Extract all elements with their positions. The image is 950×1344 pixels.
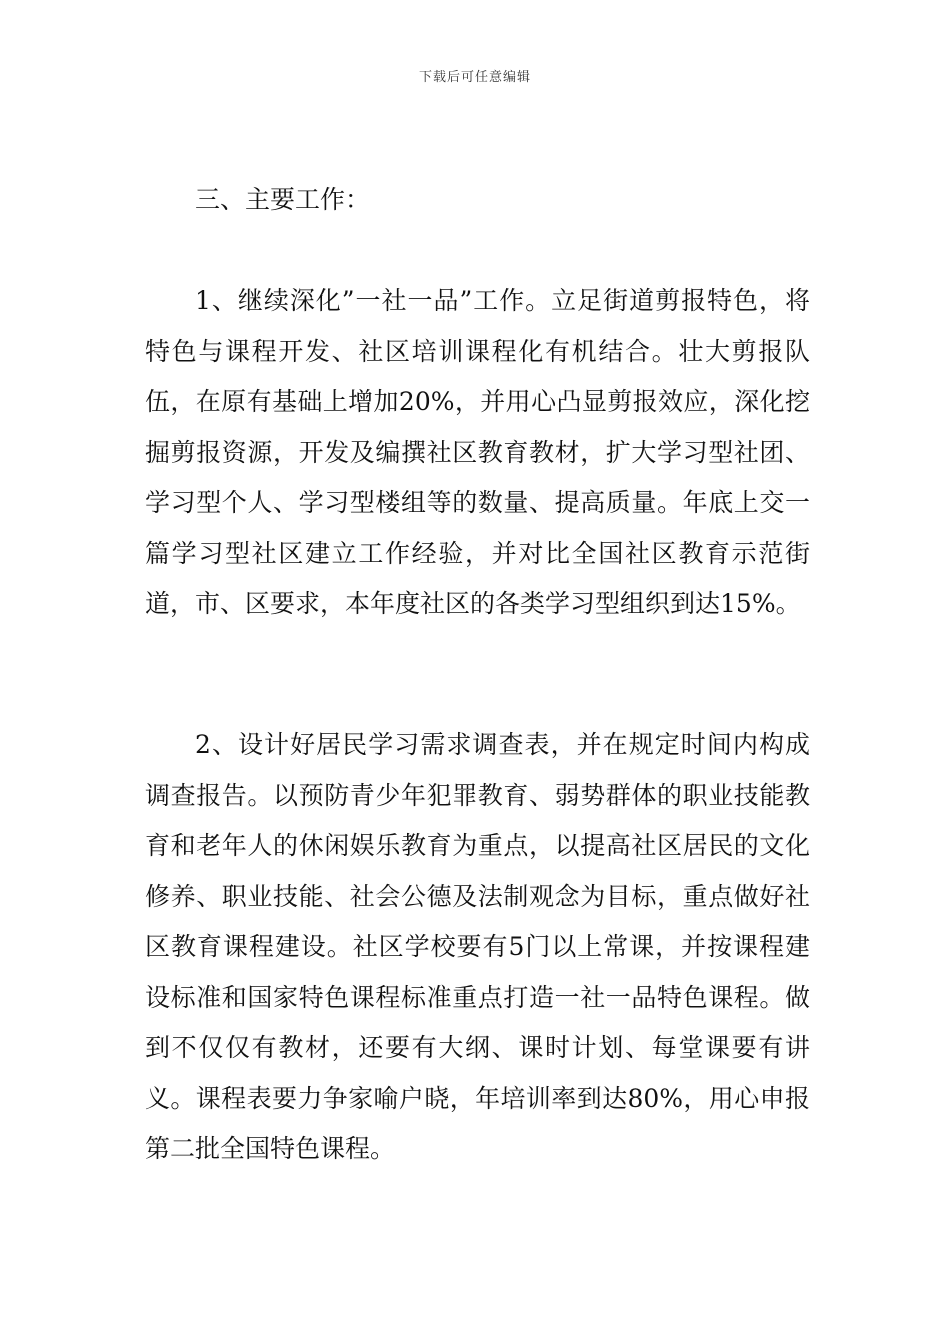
section-heading: 三、主要工作： [195, 185, 371, 214]
page-header-note: 下载后可任意编辑 [418, 70, 531, 85]
paragraph-2: 2、设计好居民学习需求调查表，并在规定时间内构成调查报告。以预防青少年犯罪教育、弱势群体的职业技能教育和老年人的休闲娱乐教育为重点，以提高社区居民的文化修养、职业技能、社会公德及法制观念为目标，重点做好社区教育课程建设。社区学校要有5门以上常课，并按课程建设标准和国家特色课程标准重点打造一社一品特色课程。做到不仅仅有教材，还要有大纲、课时计划、每堂课要有讲义。课程表要力争家喻户晓，年培训率到达80%，用心申报第二批全国特色课程。 [145, 730, 810, 1163]
paragraph-1: 1、继续深化”一社一品”工作。立足街道剪报特色，将特色与课程开发、社区培训课程化有机结合。壮大剪报队伍，在原有基础上增加20%，并用心凸显剪报效应，深化挖掘剪报资源，开发及编撰社区教育教材，扩大学习型社团、学习型个人、学习型楼组等的数量、提高质量。年底上交一篇学习型社区建立工作经验，并对比全国社区教育示范街道，市、区要求，本年度社区的各类学习型组织到达15%。 [145, 286, 810, 618]
